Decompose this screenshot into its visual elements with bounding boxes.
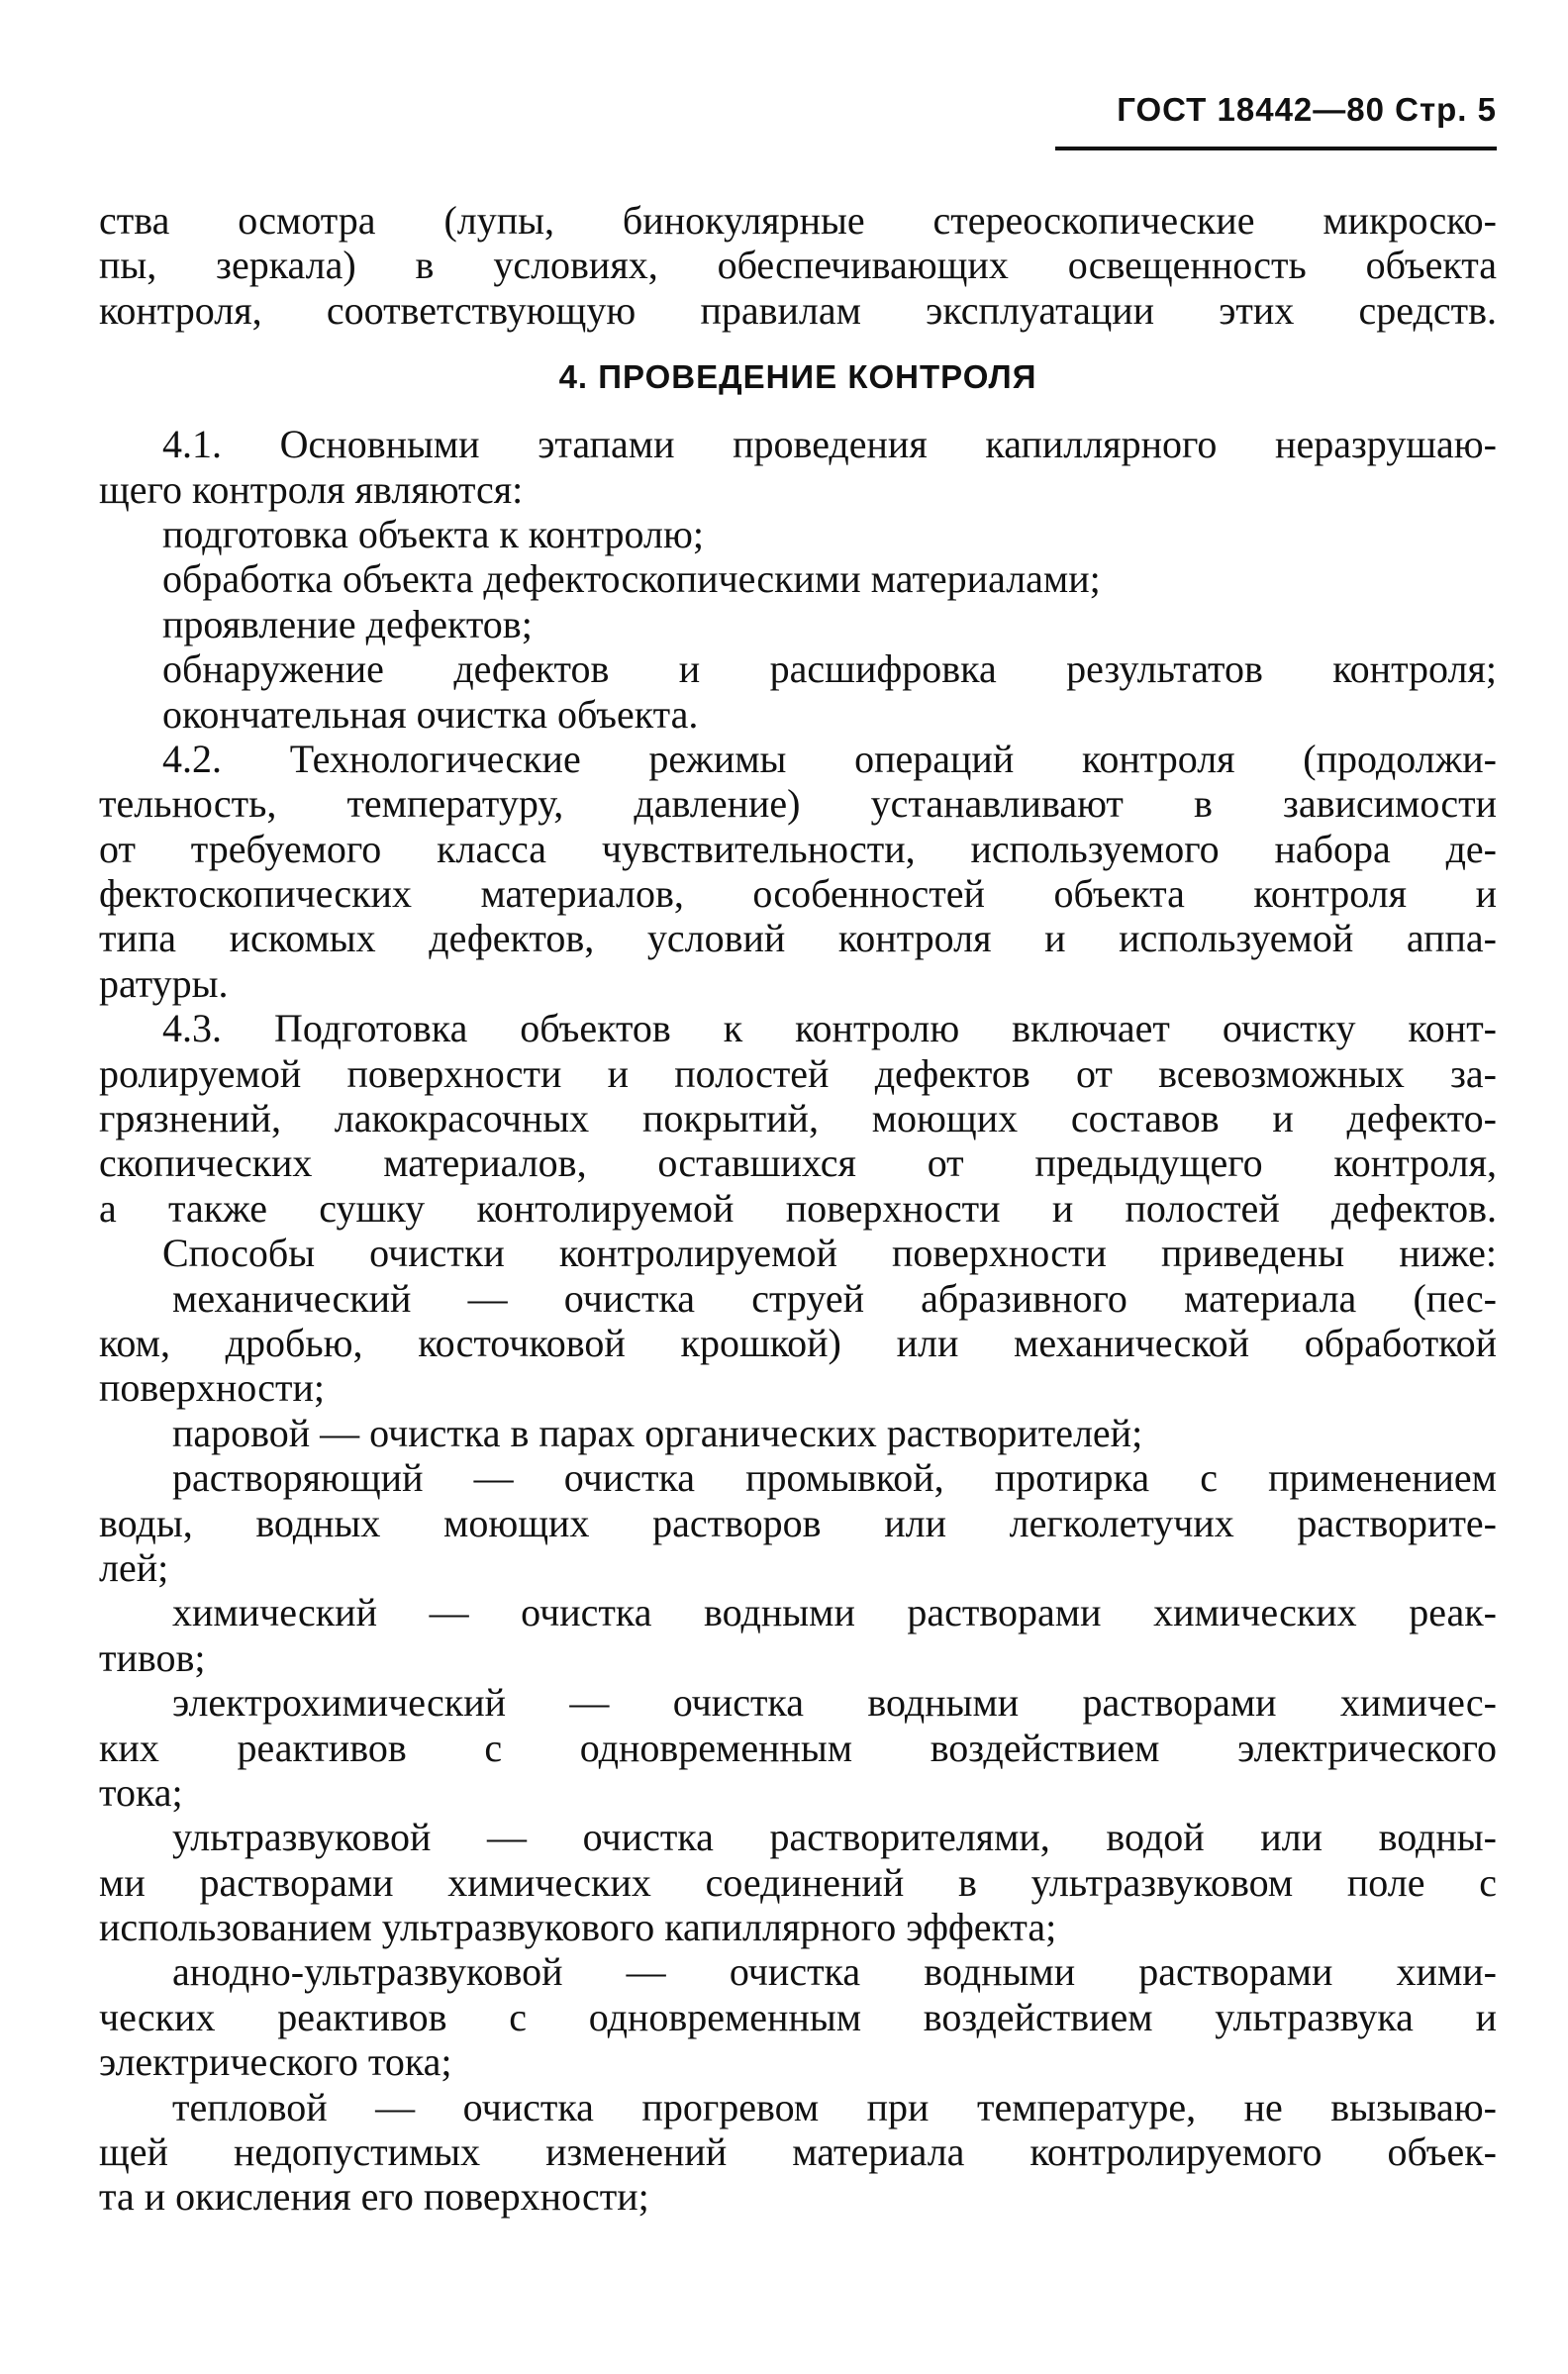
method-ultrasonic-line: ми растворами химических соединений в ультразвуковом поле с (99, 1859, 1497, 1905)
clause-4-1-list-item: обработка объекта дефектоскопическими материалами; (162, 556, 1101, 602)
clause-4-3-line: а также сушку контолируемой поверхности и полостей дефектов. (99, 1185, 1497, 1231)
running-head-text: ГОСТ 18442—80 Стр. 5 (1117, 91, 1497, 128)
clause-4-2-line: 4.2. Технологические режимы операций контроля (продолжи- (162, 736, 1497, 781)
body-text (99, 198, 1497, 2220)
method-anodic-ultrasonic-line: ческих реактивов с одновременным воздействием ультразвука и (99, 1994, 1497, 2039)
clause-4-1-list-item: окончательная очистка объекта. (162, 691, 699, 737)
clause-4-2-line: типа искомых дефектов, условий контроля и используемой аппа- (99, 916, 1497, 961)
method-chemical-line: химический — очистка водными растворами химических реак- (172, 1590, 1497, 1635)
method-electrochemical-line: электрохимический — очистка водными растворами химичес- (172, 1680, 1497, 1726)
clause-4-1-list-item: проявление дефектов; (162, 601, 533, 646)
method-ultrasonic-line: ультразвуковой — очистка растворителями, водой или водны- (172, 1815, 1497, 1860)
clause-4-3-line: ролируемой поверхности и полостей дефектов от всевозможных за- (99, 1050, 1497, 1096)
clause-4-1-line: 4.1. Основными этапами проведения капиллярного неразрушаю- (162, 422, 1497, 467)
method-electrochemical-line: тока; (99, 1769, 183, 1815)
text-line: ства осмотра (лупы, бинокулярные стереоскопические микроско- (99, 198, 1497, 243)
running-head-rule (1055, 147, 1497, 150)
method-mechanical-line: ком, дробью, косточковой крошкой) или механической обработкой (99, 1320, 1497, 1365)
method-dissolving-line: растворяющий — очистка промывкой, протирка с применением (172, 1455, 1497, 1501)
clause-4-2-line: тельность, температуру, давление) устанавливают в зависимости (99, 781, 1497, 827)
clause-4-2-line: от требуемого класса чувствительности, используемого набора де- (99, 826, 1497, 871)
text-line: контроля, соответствующую правилам эксплуатации этих средств. (99, 287, 1497, 333)
clause-4-2-line: ратуры. (99, 960, 229, 1006)
method-electrochemical-line: ких реактивов с одновременным воздействием электрического (99, 1725, 1497, 1770)
method-dissolving-line: воды, водных моющих растворов или легколетучих растворите- (99, 1500, 1497, 1545)
clause-4-1-list-item: подготовка объекта к контролю; (162, 511, 704, 556)
method-steam-line: паровой — очистка в парах органических растворителей; (172, 1410, 1143, 1455)
clause-4-3-line: грязнений, лакокрасочных покрытий, моющих составов и дефекто- (99, 1096, 1497, 1141)
clause-4-2-line: фектоскопических материалов, особенностей объекта контроля и (99, 871, 1497, 917)
clause-4-1-list-item: обнаружение дефектов и расшифровка результатов контроля; (162, 646, 1497, 692)
method-mechanical-line: поверхности; (99, 1365, 325, 1411)
method-thermal-line: тепловой — очистка прогревом при температуре, не вызываю- (172, 2084, 1497, 2129)
method-anodic-ultrasonic-line: электрического тока; (99, 2039, 452, 2085)
clause-4-3-line: 4.3. Подготовка объектов к контролю включает очистку конт- (162, 1006, 1497, 1051)
method-chemical-line: тивов; (99, 1634, 206, 1680)
clause-4-1-line: щего контроля являются: (99, 466, 524, 512)
methods-intro: Способы очистки контролируемой поверхности приведены ниже: (162, 1231, 1497, 1276)
running-head (1049, 91, 1497, 156)
method-mechanical-line: механический — очистка струей абразивного материала (пес- (172, 1275, 1497, 1321)
method-anodic-ultrasonic-line: анодно-ультразвуковой — очистка водными растворами хими- (172, 1949, 1497, 1995)
method-thermal-line: та и окисления его поверхности; (99, 2174, 649, 2220)
method-dissolving-line: лей; (99, 1544, 169, 1590)
clause-4-3-line: скопических материалов, оставшихся от предыдущего контроля, (99, 1140, 1497, 1186)
section-heading: 4. ПРОВЕДЕНИЕ КОНТРОЛЯ (558, 358, 1037, 396)
method-ultrasonic-line: использованием ультразвукового капиллярного эффекта; (99, 1905, 1057, 1950)
method-thermal-line: щей недопустимых изменений материала контролируемого объек- (99, 2129, 1497, 2175)
text-line: пы, зеркала) в условиях, обеспечивающих освещенность объекта (99, 243, 1497, 288)
